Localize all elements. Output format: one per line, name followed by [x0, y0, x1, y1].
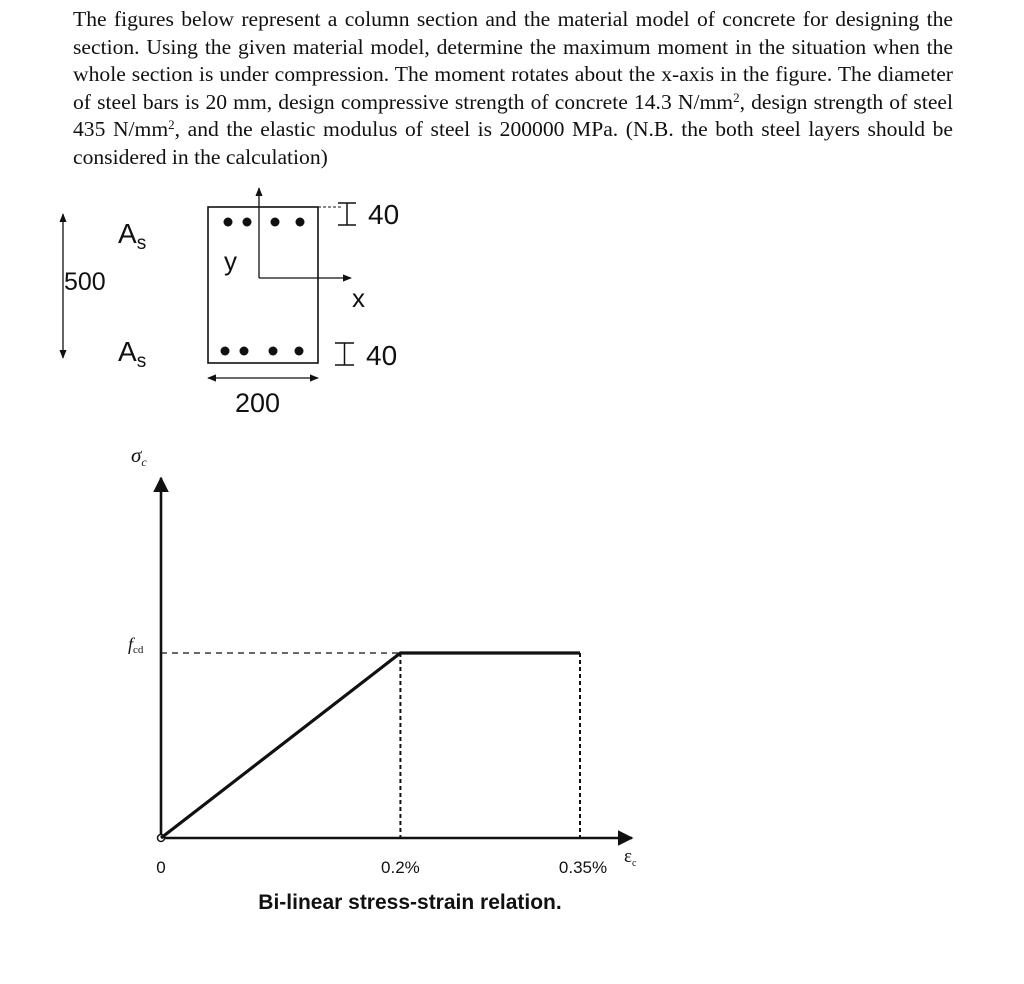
- rebar: [296, 218, 305, 227]
- bottom-rebar-layer: [221, 347, 304, 356]
- y-axis-label: y: [224, 246, 237, 276]
- rebar: [295, 347, 304, 356]
- x-tick-label: 0.35%: [558, 858, 608, 877]
- stress-strain-curve: [161, 653, 580, 838]
- superscript-2: 2: [168, 117, 175, 132]
- rebar: [243, 218, 252, 227]
- bottom-cover-dim-symbol: [335, 343, 354, 365]
- section-outline: [208, 207, 318, 363]
- rebar: [271, 218, 280, 227]
- chart-caption: Bi-linear stress-strain relation.: [258, 891, 562, 914]
- bottom-cover-label: 40: [366, 340, 398, 371]
- stress-strain-chart: [128, 443, 637, 877]
- column-section: [63, 188, 399, 418]
- y-tick-label-fcd: fcd: [128, 634, 144, 656]
- problem-text-3: , and the elastic modulus of steel is 200000 MPa. (N.B. the both steel layers should be considered in the calculation): [73, 117, 953, 169]
- x-axis-label: x: [352, 283, 365, 313]
- top-rebar-layer: [224, 218, 305, 227]
- x-tick-label: 0.2%: [381, 858, 420, 877]
- bottom-steel-label: $A_s$: [118, 336, 147, 372]
- x-tick-label: 0: [156, 858, 166, 877]
- rebar: [221, 347, 230, 356]
- problem-text-1: The figures below represent a column section and the material model of concrete for designing the section. Using the given material model, determine the maximum moment in the situation when the whole section is under compression. The moment rotates about the x-axis in the figure. The diameter of steel bars is 20 mm, design compressive strength of concrete 14.3 N/mm: [73, 7, 953, 114]
- rebar: [269, 347, 278, 356]
- chart-y-axis-title: σc: [131, 443, 147, 469]
- chart-x-axis-title: $\varepsilon_c$: [624, 846, 637, 869]
- top-cover-dim-symbol: [338, 203, 356, 225]
- top-cover-label: 40: [368, 199, 400, 230]
- superscript-1: 2: [733, 89, 740, 105]
- width-label: 200: [235, 388, 281, 418]
- problem-text-2: , design strength of steel 435 N/mm: [73, 89, 953, 141]
- height-label: 500: [64, 268, 106, 296]
- rebar: [224, 218, 233, 227]
- top-steel-label: $A_s$: [118, 218, 147, 254]
- rebar: [240, 347, 249, 356]
